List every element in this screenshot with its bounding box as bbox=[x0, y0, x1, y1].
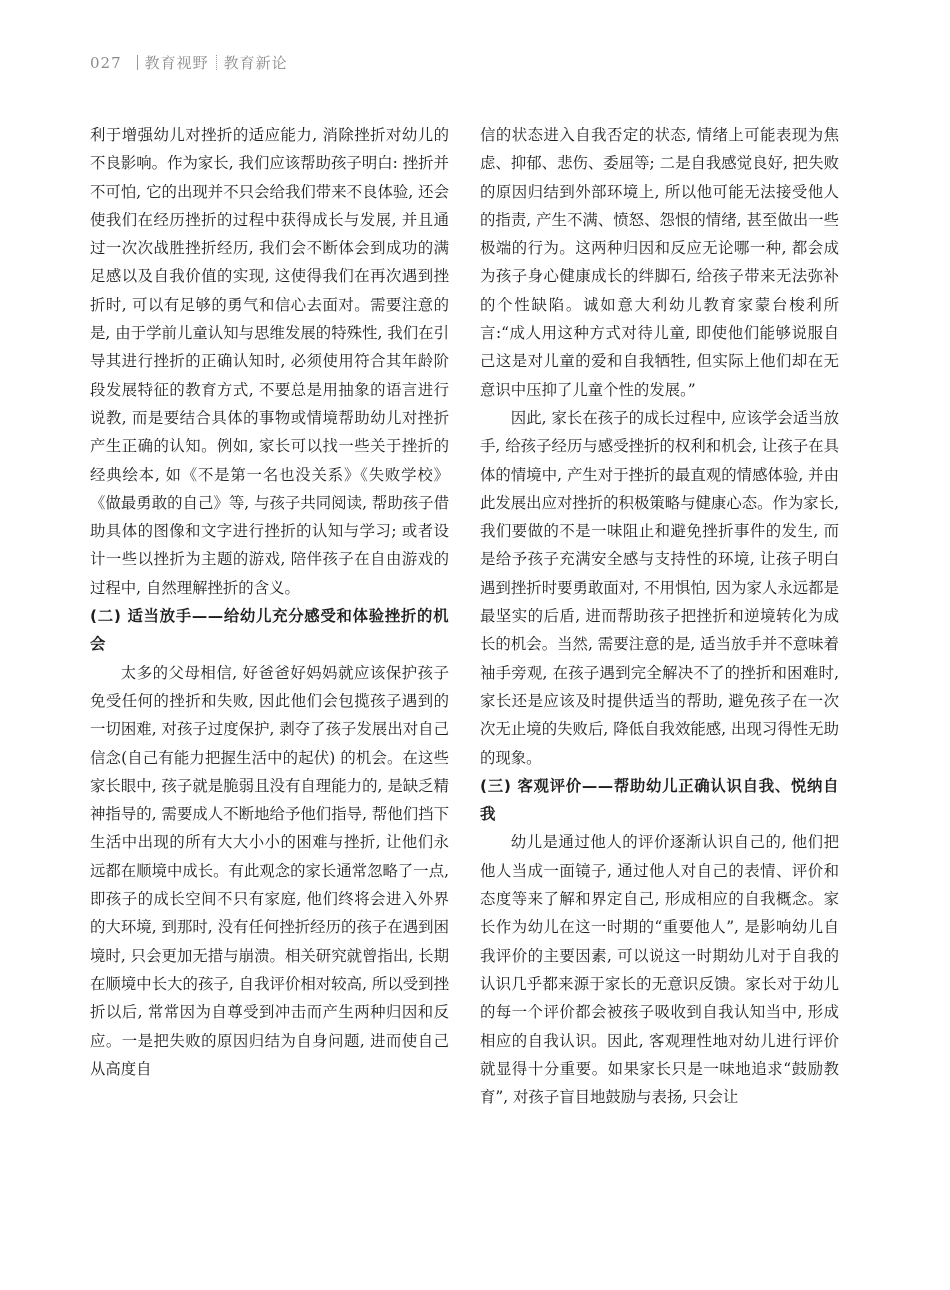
paragraph: 幼儿是通过他人的评价逐渐认识自己的, 他们把他人当成一面镜子, 通过他人对自己的表情、评价和态度等来了解和界定自己, 形成相应的自我概念。家长作为幼儿在这一时期的“重要他人”, 是影响幼儿自我评价的主要因素, 可以说这一时期幼儿对于自我的认识几乎都来源于家长的无意识反馈。家长对于幼儿的每一个评价都会被孩子吸收到自我认知当中, 形成相应的自我认识。因此, 客观理性地对幼儿进行评价就显得十分重要。如果家长只是一味地追求“鼓励教育”, 对孩子盲目地鼓励与表扬, 只会让 bbox=[480, 833, 839, 1107]
left-column bbox=[90, 121, 449, 1083]
section-title: 教育视野 bbox=[144, 54, 209, 72]
paragraph: 太多的父母相信, 好爸爸好妈妈就应该保护孩子免受任何的挫折和失败, 因此他们会包揽孩子遇到的一切困难, 对孩子过度保护, 剥夺了孩子发展出对自己信念(自己有能力把握生活中的起伏) 的机会。在这些家长眼中, 孩子就是脆弱且没有自理能力的, 是缺乏精神指导的, 需要成人不断地给予他们指导, 帮他们挡下生活中出现的所有大大小小的困难与挫折, 让他们永远都在顺境中成长。有此观念的家长通常忽略了一点, 即孩子的成长空间不只有家庭, 他们终将会进入外界的大环境, 到那时, 没有任何挫折经历的孩子在遇到困境时, 只会更加无措与崩溃。相关研究就曾指出, 长期在顺境中长大的孩子, 自我评价相对较高, 所以受到挫折以后, 常常因为自尊受到冲击而产生两种归因和反应。一是把失败的原因归结为自身问题, 进而使自己从高度自 bbox=[90, 663, 449, 1078]
paragraph: 利于增强幼儿对挫折的适应能力, 消除挫折对幼儿的不良影响。作为家长, 我们应该帮助孩子明白: 挫折并不可怕, 它的出现并不只会给我们带来不良体验, 还会使我们在经历挫折的过程中获得成长与发展, 并且通过一次次战胜挫折经历, 我们会不断体会到成功的满足感以及自我价值的实现, 这使得我们在再次遇到挫折时, 可以有足够的勇气和信心去面对。需要注意的是, 由于学前儿童认知与思维发展的特殊性, 我们在引导其进行挫折的正确认知时, 必须使用符合其年龄阶段发展特征的教育方式, 不要总是用抽象的语言进行说教, 而是要结合具体的事物或情境帮助幼儿对挫折产生正确的认知。例如, 家长可以找一些关于挫折的经典绘本, 如《不是第一名也没关系》《失败学校》《做最勇敢的自己》等, 与孩子共同阅读, 帮助孩子借助具体的图像和文字进行挫折的认知与学习; 或者设计一些以挫折为主题的游戏, 陪伴孩子在自由游戏的过程中, 自然理解挫折的含义。 bbox=[90, 126, 449, 597]
header-dotted-divider bbox=[216, 55, 217, 70]
paragraph: 信的状态进入自我否定的状态, 情绪上可能表现为焦虑、抑郁、悲伤、委屈等; 二是自我感觉良好, 把失败的原因归结到外部环境上, 所以他可能无法接受他人的指责, 产生不满、愤怒、怨恨的情绪, 甚至做出一些极端的行为。这两种归因和反应无论哪一种, 都会成为孩子身心健康成长的绊脚石, 给孩子带来无法弥补的个性缺陷。诚如意大利幼儿教育家蒙台梭利所言:“成人用这种方式对待儿童, 即使他们能够说服自己这是对儿童的爱和自我牺牲, 但实际上他们却在无意识中压抑了儿童个性的发展。” bbox=[480, 126, 839, 399]
header-divider bbox=[137, 55, 138, 70]
page-number: 027 bbox=[90, 53, 122, 72]
running-header bbox=[90, 52, 288, 73]
section-heading: (二) 适当放手——给幼儿充分感受和体验挫折的机会 bbox=[90, 607, 449, 654]
column-title: 教育新论 bbox=[223, 54, 288, 72]
right-column bbox=[480, 121, 839, 1111]
paragraph: 因此, 家长在孩子的成长过程中, 应该学会适当放手, 给孩子经历与感受挫折的权利和机会, 让孩子在具体的情境中, 产生对于挫折的最直观的情感体验, 并由此发展出应对挫折的积极策略与健康心态。作为家长, 我们要做的不是一味阻止和避免挫折事件的发生, 而是给予孩子充满安全感与支持性的环境, 让孩子明白遇到挫折时要勇敢面对, 不用惧怕, 因为家人永远都是最坚实的后盾, 进而帮助孩子把挫折和逆境转化为成长的机会。当然, 需要注意的是, 适当放手并不意味着袖手旁观, 在孩子遇到完全解决不了的挫折和困难时, 家长还是应该及时提供适当的帮助, 避免孩子在一次次无止境的失败后, 降低自我效能感, 出现习得性无助的现象。 bbox=[480, 408, 839, 767]
section-heading: (三) 客观评价——帮助幼儿正确认识自我、悦纳自我 bbox=[480, 776, 839, 824]
